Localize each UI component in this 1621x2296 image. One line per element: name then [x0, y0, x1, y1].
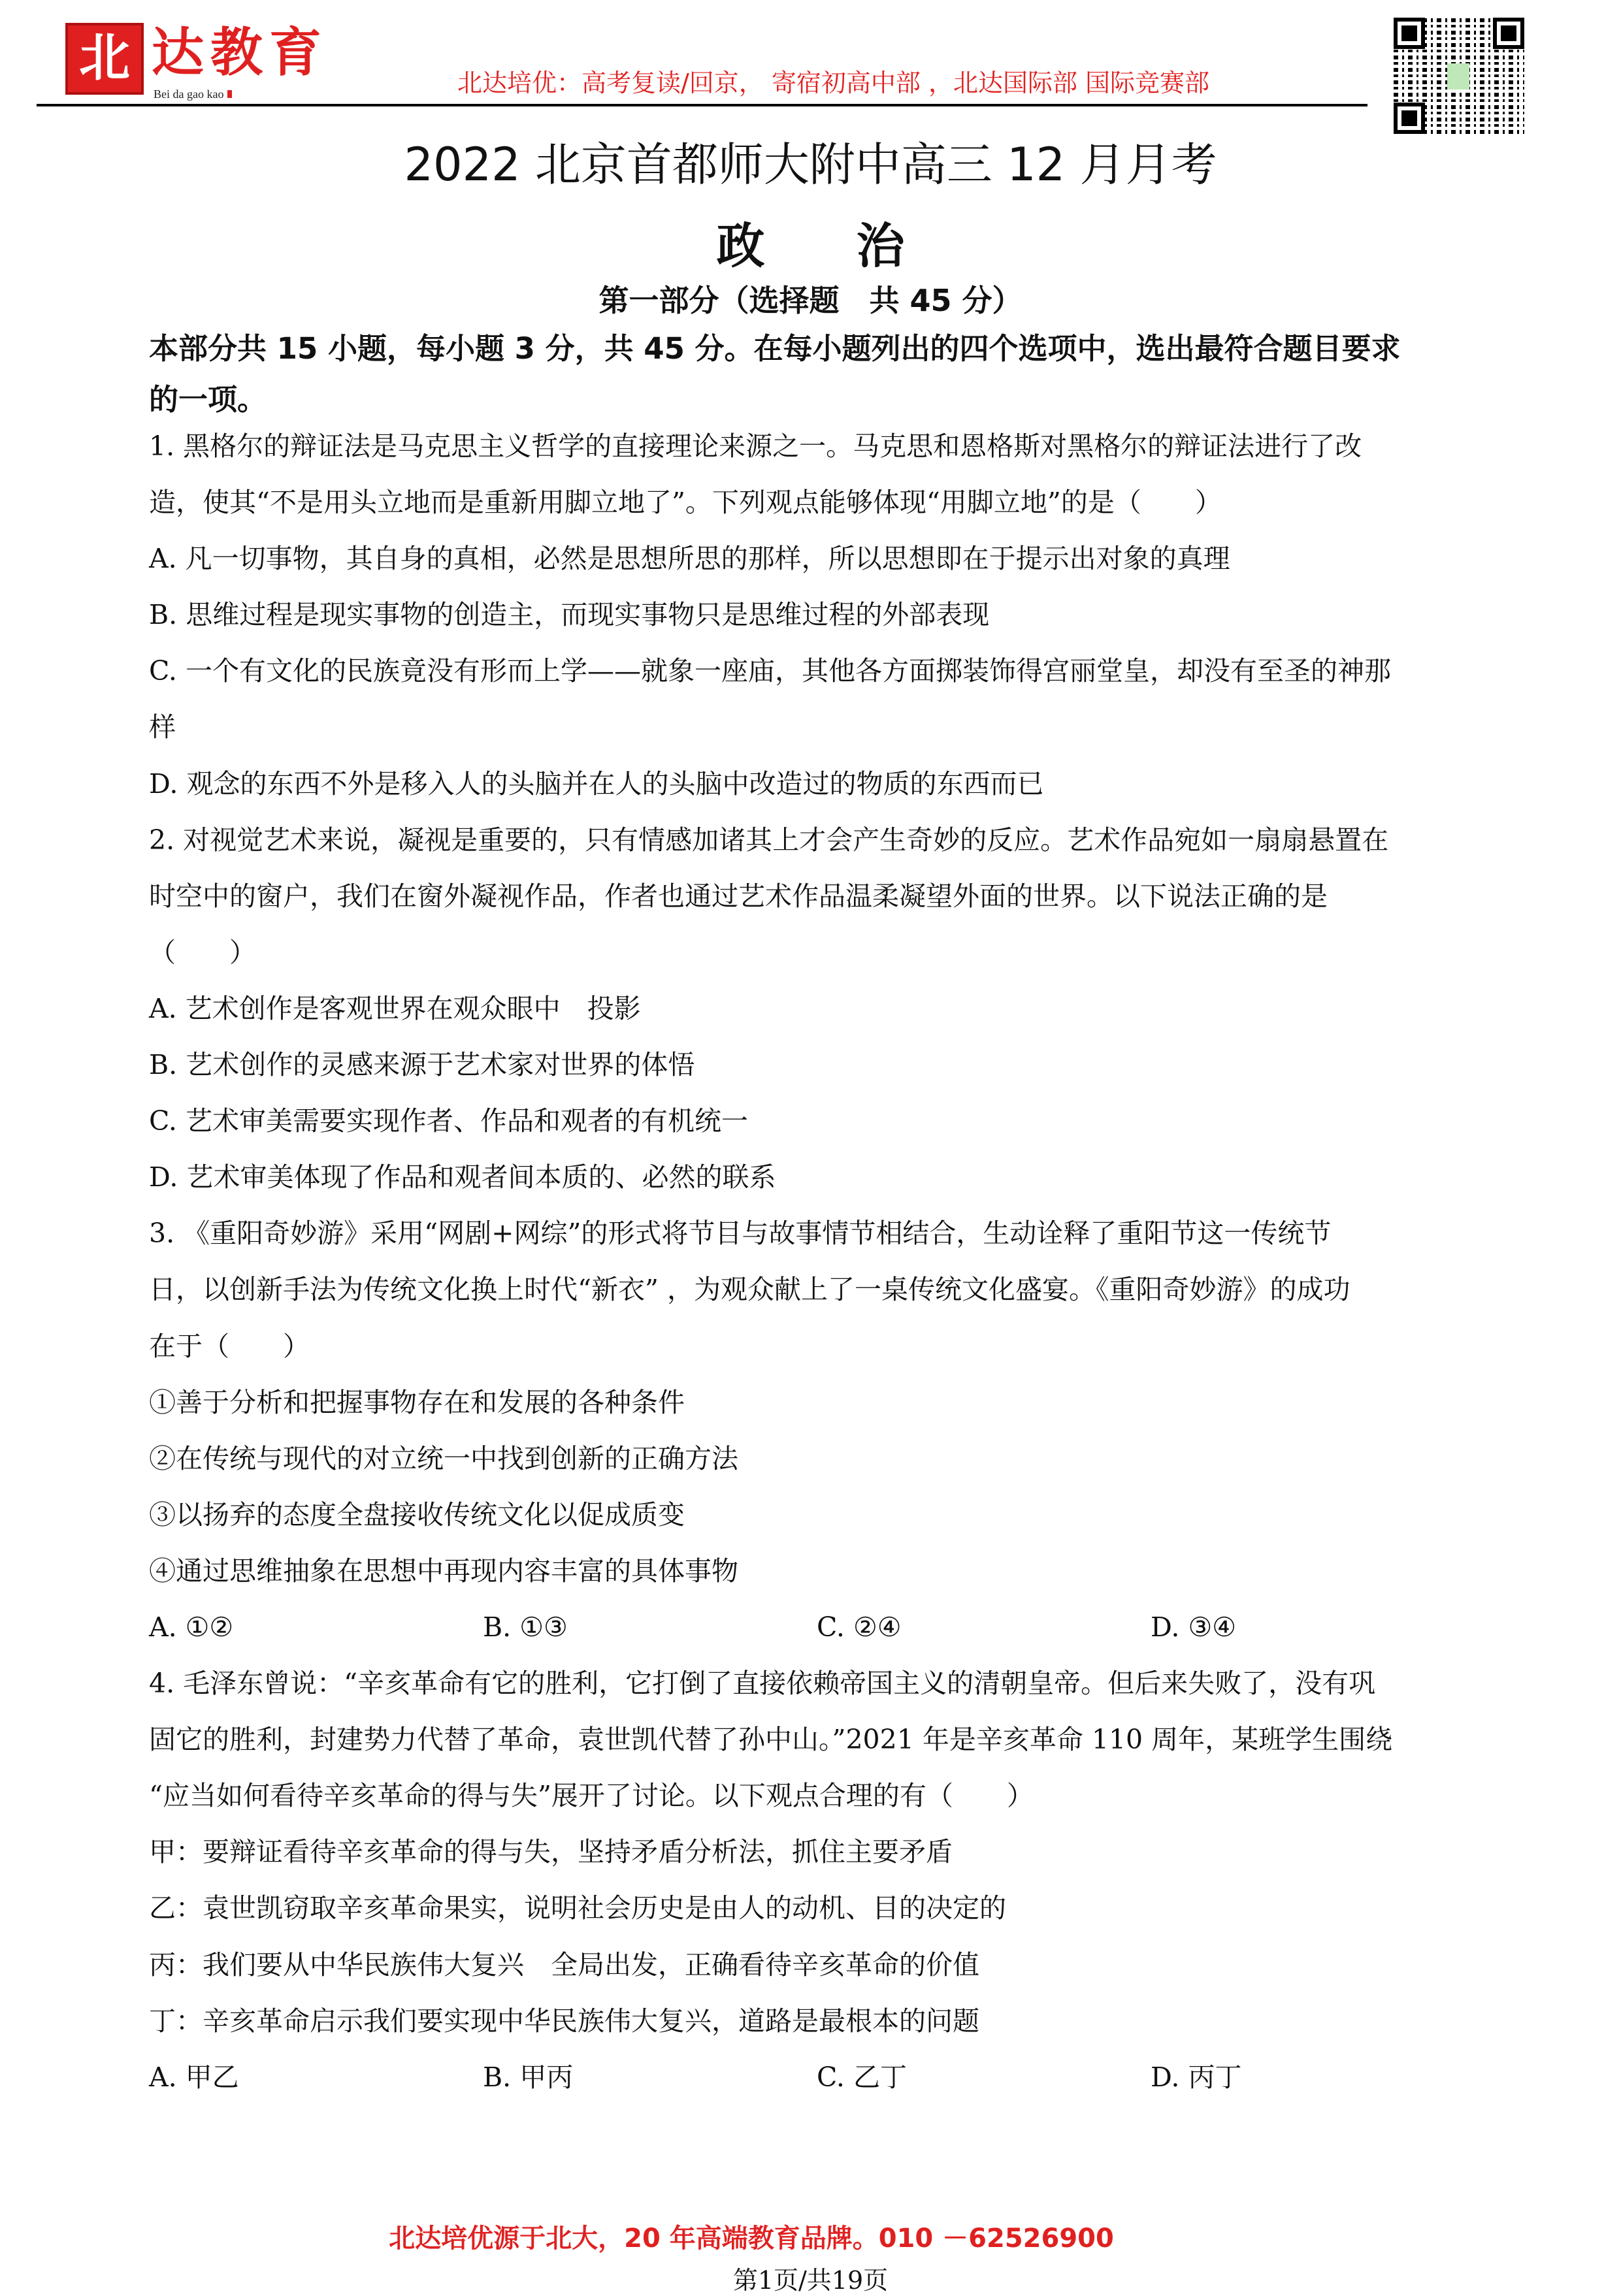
question-stem: 4. 毛泽东曾说：“辛亥革命有它的胜利，它打倒了直接依赖帝国主义的清朝皇帝。但后来失败了，没有巩	[149, 1668, 1376, 1700]
page-number: 第1页/共19页	[732, 2266, 889, 2295]
question-stem: 日，以创新手法为传统文化换上时代“新衣” ，为观众献上了一桌传统文化盛宴。《重阳奇妙游》的成功	[149, 1274, 1351, 1306]
question-1	[149, 418, 1495, 812]
instruction-line: 本部分共 15 小题，每小题 3 分，共 45 分。在每小题列出的四个选项中，选出最符合题目要求	[149, 331, 1401, 366]
footer-advert: 北达培优源于北大，20 年高端教育品牌。010 －62526900	[389, 2223, 1114, 2254]
question-stem: 固它的胜利，封建势力代替了革命，袁世凯代替了孙中山。”2021 年是辛亥革命 110 周年，某班学生围绕	[149, 1724, 1393, 1756]
statement-item: ②在传统与现代的对立统一中找到创新的正确方法	[149, 1442, 738, 1474]
question-stem: 时空中的窗户，我们在窗外凝视作品，作者也通过艺术作品温柔凝望外面的世界。以下说法正确的是	[149, 880, 1328, 912]
statement-item: ④通过思维抽象在思想中再现内容丰富的具体事物	[149, 1555, 738, 1587]
option-c: C. 一个有文化的民族竟没有形而上学——就象一座庙，其他各方面掷装饰得宫丽堂皇，却没有至圣的神那	[149, 655, 1391, 687]
question-stem: （ ）	[149, 936, 256, 968]
logo-name: 达教育	[152, 22, 328, 83]
header-slogan: 北达培优：高考复读/回京， 寄宿初高中部 ，北达国际部 国际竞赛部	[457, 69, 1210, 97]
section-heading: 第一部分（选择题 共 45 分）	[598, 283, 1023, 318]
option-c: C. ②④	[817, 1611, 902, 1643]
instruction-line: 的一项。	[149, 382, 267, 417]
option-d: D. 观念的东西不外是移入人的头脑并在人的头脑中改造过的物质的东西而已	[149, 768, 1044, 800]
statement-item: 丙：我们要从中华民族伟大复兴 全局出发，正确看待辛亥革命的价值	[149, 1948, 979, 1981]
question-stem: 在于（ ）	[149, 1330, 310, 1362]
option-b: B. ①③	[483, 1611, 568, 1643]
questions	[149, 418, 1495, 2105]
option-c: C. 艺术审美需要实现作者、作品和观者的有机统一	[149, 1105, 748, 1137]
option-c: C. 乙丁	[817, 2061, 907, 2093]
statement-item: ③以扬弃的态度全盘接收传统文化以促成质变	[149, 1498, 685, 1530]
section-instructions	[149, 323, 1495, 425]
question-stem: 造，使其“不是用头立地而是重新用脚立地了”。下列观点能够体现“用脚立地”的是（ ）	[149, 487, 1222, 519]
option-a: A. 艺术创作是客观世界在观众眼中 投影	[149, 992, 641, 1024]
question-stem: 1. 黑格尔的辩证法是马克思主义哲学的直接理论来源之一。马克思和恩格斯对黑格尔的辩证法进行了改	[149, 430, 1362, 462]
option-b: B. 甲丙	[483, 2061, 574, 2093]
option-b: B. 艺术创作的灵感来源于艺术家对世界的体悟	[149, 1049, 695, 1081]
statement-item: 丁：辛亥革命启示我们要实现中华民族伟大复兴，道路是最根本的问题	[149, 2005, 979, 2037]
option-a: A. 甲乙	[149, 2061, 239, 2093]
options-row	[149, 1599, 1495, 1655]
brand-logo	[65, 23, 392, 105]
option-a: A. 凡一切事物，其自身的真相，必然是思想所思的那样，所以思想即在于提示出对象的真理	[149, 543, 1230, 575]
option-d: D. 丙丁	[1151, 2061, 1242, 2093]
option-a: A. ①②	[149, 1611, 234, 1643]
question-3	[149, 1205, 1495, 1655]
option-d: D. ③④	[1151, 1611, 1236, 1643]
header-divider	[37, 104, 1367, 106]
question-stem: “应当如何看待辛亥革命的得与失”展开了讨论。以下观点合理的有（ ）	[149, 1780, 1034, 1812]
question-stem: 2. 对视觉艺术来说，凝视是重要的，只有情感加诸其上才会产生奇妙的反应。艺术作品宛如一扇扇悬置在	[149, 824, 1389, 856]
option-d: D. 艺术审美体现了作品和观者间本质的、必然的联系	[149, 1161, 776, 1193]
statement-item: ①善于分析和把握事物存在和发展的各种条件	[149, 1386, 685, 1418]
page-title: 2022 北京首都师大附中高三 12 月月考	[404, 138, 1217, 191]
logo-subtitle: Bei da gao kao	[154, 87, 232, 101]
qr-code-icon	[1394, 18, 1524, 134]
statement-item: 乙：袁世凯窃取辛亥革命果实，说明社会历史是由人的动机、目的决定的	[149, 1892, 1006, 1924]
statement-item: 甲：要辩证看待辛亥革命的得与失，坚持矛盾分析法，抓住主要矛盾	[149, 1836, 953, 1868]
options-row	[149, 2049, 1495, 2105]
question-4	[149, 1655, 1495, 2105]
logo-mark: 北	[65, 23, 144, 95]
option-c-continued: 样	[149, 711, 176, 743]
option-b: B. 思维过程是现实事物的创造主，而现实事物只是思维过程的外部表现	[149, 599, 990, 631]
subject-title: 政治	[716, 218, 996, 274]
question-stem: 3. 《重阳奇妙游》采用“网剧+网综”的形式将节目与故事情节相结合，生动诠释了重阳节这一传统节	[149, 1218, 1332, 1250]
question-2	[149, 812, 1495, 1206]
